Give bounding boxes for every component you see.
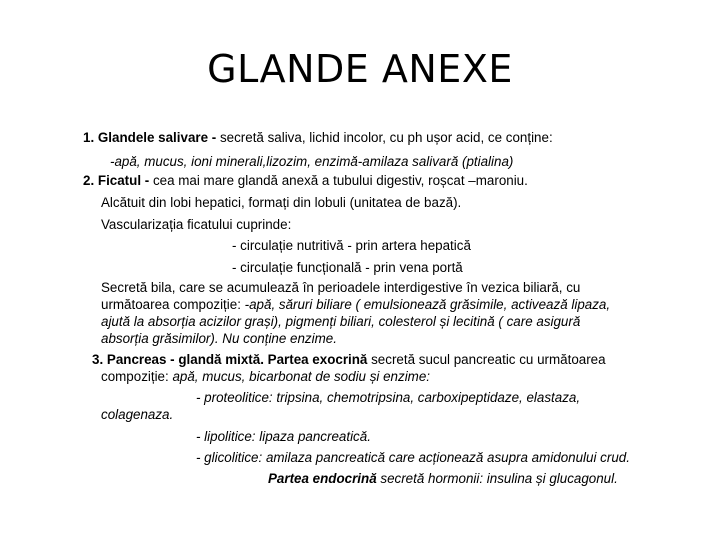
bile-secretion: Secretă bila, care se acumulează în perioadele interdigestive în vezica biliară, cu <box>101 280 581 295</box>
slide-title: GLANDE ANEXE <box>207 47 513 91</box>
bile-no-enzymes: absorția grăsimilor). Nu conține enzime. <box>101 331 337 346</box>
pancreas-description: secretă sucul pancreatic cu următoarea <box>367 352 606 367</box>
pancreas-composition-items: apă, mucus, bicarbonat de sodiu și enzime: <box>168 369 430 384</box>
liver-vascularization: Vascularizația ficatului cuprinde: <box>101 217 292 232</box>
glycolytic-enzymes: - glicolitice: amilaza pancreatică care acționează asupra amidonului crud. <box>196 450 630 465</box>
proteolytic-enzymes: - proteolitice: tripsina, chemotripsina, carboxipeptidaze, elastaza, <box>196 390 581 405</box>
proteolytic-enzymes-cont: colagenaza. <box>101 407 174 422</box>
section-salivary-glands <box>83 129 553 146</box>
pancreas-heading: 3. Pancreas - glandă mixtă. Partea exocrină <box>92 352 368 367</box>
liver-description: cea mai mare glandă anexă a tubului digestiv, roșcat –maroniu. <box>149 173 528 188</box>
endocrine-heading: Partea endocrină <box>268 471 377 486</box>
liver-functional-circulation: - circulație funcțională - prin vena portă <box>232 260 463 275</box>
pancreas-composition-label: compoziție: <box>101 369 169 384</box>
pancreas-composition <box>101 368 430 385</box>
section-pancreas <box>92 351 606 368</box>
liver-structure: Alcătuit din lobi hepatici, formați din lobuli (unitatea de bază). <box>101 195 462 210</box>
endocrine-hormones: secretă hormonii: insulina și glucagonul. <box>376 471 618 486</box>
bile-composition-items: -apă, săruri biliare ( emulsionează grăsimile, activează lipaza, <box>240 297 611 312</box>
bile-composition <box>101 296 610 313</box>
bile-composition-cont: ajută la absorția acizilor grași), pigmenți biliari, colesterol și lecitină ( care asigură <box>101 314 581 329</box>
salivary-heading: 1. Glandele salivare - <box>83 130 217 145</box>
salivary-description: secretă saliva, lichid incolor, cu ph ușor acid, ce conține: <box>216 130 553 145</box>
section-liver <box>83 172 528 189</box>
liver-nutritive-circulation: - circulație nutritivă - prin artera hepatică <box>232 238 471 253</box>
bile-composition-label: următoarea compoziție: <box>101 297 241 312</box>
lipolytic-enzymes: - lipolitice: lipaza pancreatică. <box>196 429 371 444</box>
liver-heading: 2. Ficatul - <box>83 173 150 188</box>
salivary-composition: -apă, mucus, ioni minerali,lizozim, enzimă-amilaza salivară (ptialina) <box>110 154 514 169</box>
pancreas-endocrine <box>268 470 618 487</box>
